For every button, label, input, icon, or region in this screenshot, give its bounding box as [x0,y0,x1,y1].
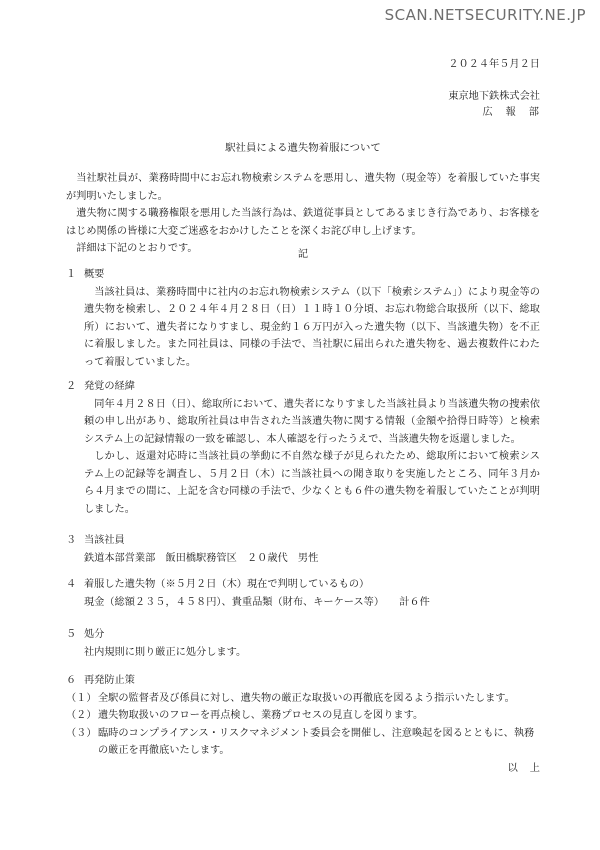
section-title: 発覚の経緯 [84,381,135,392]
intro-paragraph: 当社駅社員が、業務時間中にお忘れ物検索システムを悪用し、遺失物（現金等）を着服していた事実が判明いたしました。 [66,173,540,202]
section-number: ５ [66,629,77,640]
section-heading [66,672,540,690]
list-item-text: 臨時のコンプライアンス・リスクマネジメント委員会を開催し、注意喚起を図るとともに、執務の厳正を再徹底いたします。 [98,727,535,756]
section-line: 現金（総額２３５，４５８円）、貴重品類（財布、キーケース等） 計６件 [84,596,430,608]
intro-block [66,170,540,258]
company-name: 東京地下鉄株式会社 [448,91,540,102]
section-title: 処分 [84,629,105,640]
section-number: ４ [66,579,77,590]
list-item [66,690,540,708]
section-prevention [66,672,552,777]
list-item-label: （３） [66,727,97,739]
list-item-text: 遺失物取扱いのフローを再点検し、業務プロセスの見直しを図ります。 [98,710,424,721]
section-number: ３ [66,535,77,546]
section-heading [66,576,540,594]
list-item [66,707,540,725]
section-title: 着服した遺失物（※５月２日（木）現在で判明しているもの） [84,579,370,590]
section-heading [66,266,540,284]
section-line: 鉄道本部営業部 飯田橋駅務管区 ２０歳代 男性 [84,552,319,564]
section-title: 概要 [84,269,105,280]
watermark: SCAN.NETSECURITY.NE.JP [384,6,586,24]
list-item-label: （２） [66,710,97,721]
document-title: 駅社員による遺失物着服について [225,142,381,154]
section-paragraph: しかし、返還対応時に当該社員の挙動に不自然な様子が見られたため、総取所において検索システム上の記録等を調査し、５月２日（木）に当該社員への聞き取りを実施したところ、同年３月から４月までの間に、上記を含む同様の手法で、少なくとも６件の遺失物を着服していたことが判明しました。 [84,451,540,515]
section-items [66,576,540,611]
section-heading [66,532,540,550]
ki-label: 記 [297,249,309,260]
list-item-text: 全駅の監督者及び係員に対し、遺失物の厳正な取扱いの再徹底を図るよう指示いたします。 [98,692,515,704]
section-line: 社内規則に則り厳正に処分します。 [84,646,247,658]
section-paragraph: 同年４月２８日（日）、総取所において、遺失者になりすました当該社員より当該遺失物の捜索依頼の申し出があり、総取所社員は申告された当該遺失物に関する情報（金額や拾得日時等）と検索システム上の記録情報の一致を確認し、本人確認を行ったうえで、当該遺失物を返還しました。 [84,398,540,445]
section-number: ２ [66,381,77,392]
section-discipline [66,626,540,661]
section-discovery [66,378,540,518]
section-overview [66,266,540,371]
intro-paragraph: 詳細は下記のとおりです。 [76,243,198,254]
ki-marker [66,246,540,264]
department-name: 広報部 [482,107,552,118]
section-paragraph: 当該社員は、業務時間中に社内のお忘れ物検索システム（以下「検索システム」）により現金等の遺失物を検索し、２０２４年４月２８日（日）１１時１０分頃、お忘れ物総合取扱所（以下、総取所）において、遺失者になりすまし、現金約１６万円が入った遺失物（以下、当該遺失物）を不正に着服しました。また同社員は、同様の手法で、当社駅に届出られた遺失物を、過去複数件にわたって着服していました。 [84,286,540,368]
section-title: 当該社員 [84,535,125,546]
section-title: 再発防止策 [84,675,135,686]
closing-mark: 以上 [507,762,552,774]
document-date: ２０２４年５月２日 [448,59,540,70]
section-employee [66,532,540,567]
list-item [66,725,540,760]
section-number: １ [66,269,77,280]
list-item-label: （１） [66,692,97,704]
intro-paragraph: 遺失物に関する職務権限を悪用した当該行為は、鉄道従事員としてあるまじき行為であり、お客様をはじめ関係の皆様に大変ご迷惑をおかけしたことを深くお詫び申し上げます。 [66,208,540,237]
section-heading [66,378,540,396]
section-heading [66,626,540,644]
section-number: ６ [66,675,77,686]
